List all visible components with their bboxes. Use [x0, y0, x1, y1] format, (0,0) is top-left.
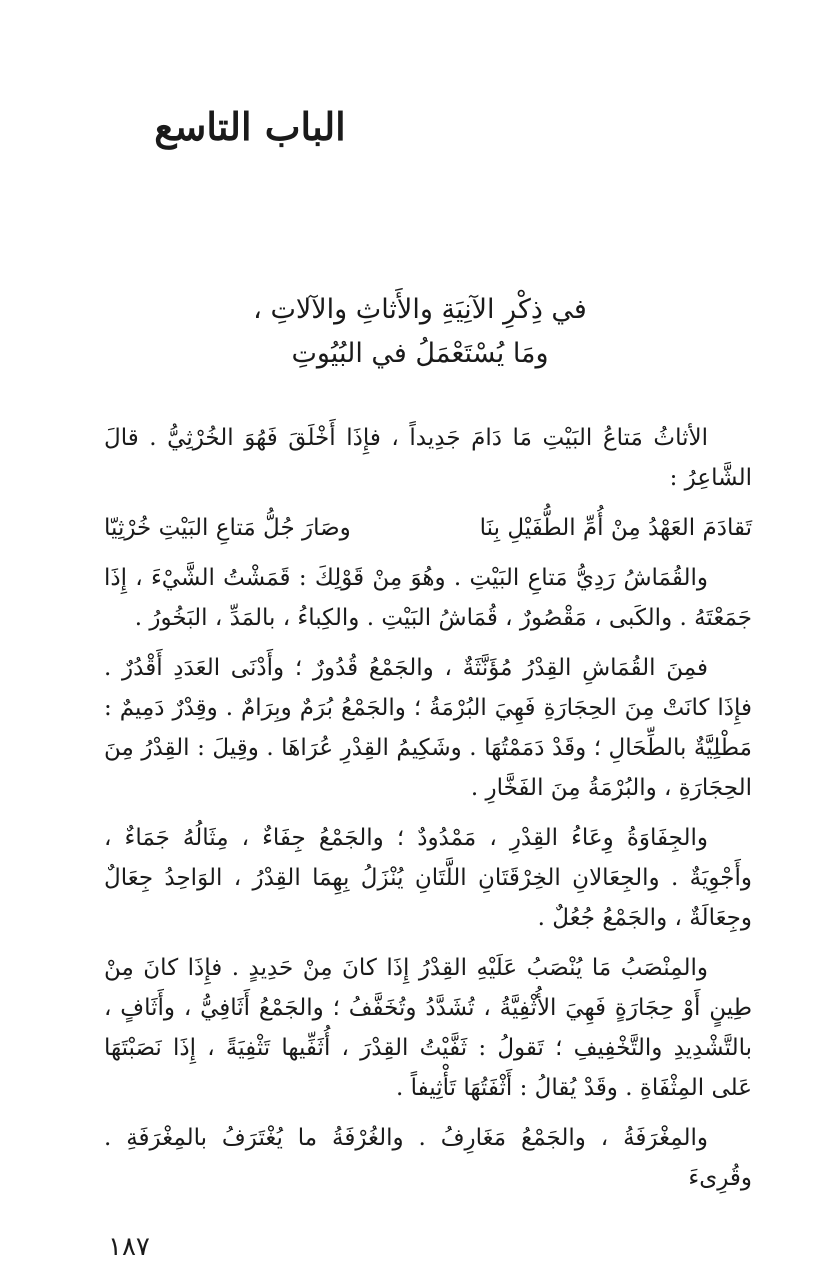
section-title-line-1: في ذِكْرِ الآنِيَةِ والأَثاثِ والآلاتِ ، — [253, 294, 587, 325]
page-number: ١٨٧ — [108, 1232, 150, 1262]
section-title — [120, 288, 720, 376]
paragraph-3: فمِنَ القُمَاشِ القِدْرُ مُؤَنَّثَةٌ ، والجَمْعُ قُدُورٌ ؛ وأَدْنَى العَدَدِ أَقْدُرٌ . فإِذَا كانَتْ مِنَ الحِجَارَةِ فَهِيَ البُرْمَةُ ؛ والجَمْعُ بُرَمٌ وبِرَامٌ . وقِدْرٌ دَمِيمٌ : مَطْلِيَّةٌ بالطِّحَالِ ؛ وقَدْ دَمَمْتُهَا . وشَكِيمُ القِدْرِ عُرَاهَا . وقِيلَ : القِدْرُ مِنَ الحِجَارَةِ ، والبُرْمَةُ مِنَ الفَخَّارِ . — [104, 655, 752, 801]
section-title-line-2: ومَا يُسْتَعْمَلُ في البُيُوتِ — [291, 338, 549, 369]
paragraph-6: والمِغْرَفَةُ ، والجَمْعُ مَغَارِفُ . والغُرْفَةُ ما يُغْتَرَفُ بالمِغْرَفَةِ . وقُرِىءَ — [104, 1125, 752, 1191]
paragraph-4: والجِفَاوَةُ وِعَاءُ القِدْرِ ، مَمْدُودٌ ؛ والجَمْعُ جِفَاءٌ ، مِثَالُهُ جَمَاءٌ ، وأَجْوِيَةٌ . والجِعَالانِ الخِرْقَتَانِ اللَّتَانِ يُنْزَلُ بِهِمَا القِدْرُ ، الوَاحِدُ جِعَالٌ وجِعَالَةٌ ، والجَمْعُ جُعُلٌ . — [104, 825, 752, 931]
paragraph-1: الأثاثُ مَتاعُ البَيْتِ مَا دَامَ جَدِيداً ، فإِذَا أَخْلَقَ فَهُوَ الخُرْثِيُّ . قالَ الشَّاعِرُ : — [104, 425, 752, 491]
verse-hemistich-1: تَقادَمَ العَهْدُ مِنْ أُمِّ الطُّفَيْلِ بِنَا — [479, 515, 752, 541]
chapter-title: الباب التاسع — [154, 104, 346, 149]
body-text — [104, 418, 752, 1208]
verse-hemistich-2: وصَارَ جُلُّ مَتاعِ البَيْتِ خُرْثِيّا — [104, 515, 351, 541]
poetry-verse — [104, 508, 752, 548]
paragraph-5: والمِنْصَبُ مَا يُنْصَبُ عَلَيْهِ القِدْرُ إِذَا كانَ مِنْ حَدِيدٍ . فإِذَا كانَ مِنْ طِينٍ أَوْ حِجَارَةٍ فَهِيَ الأُثْفِيَّةُ ، تُشَدَّدُ وتُخَفَّفُ ؛ والجَمْعُ أَثَافِيُّ ، وأَثَافٍ ، بالتَّشْدِيدِ والتَّخْفِيفِ ؛ تَقولُ : ثَفَّيْتُ القِدْرَ ، أُثَفِّيها تَثْفِيَةً ، إِذَا نَصَبْتَهَا عَلى المِثْفَاةِ . وقَدْ يُقالُ : أَثْفَتُهَا تَأْثِيفاً . — [104, 955, 752, 1101]
paragraph-2: والقُمَاشُ رَدِيُّ مَتاعِ البَيْتِ . وهُوَ مِنْ قَوْلِكَ : قَمَشْتُ الشَّيْءَ ، إِذَا جَمَعْتَهُ . والكَبى ، مَقْصُورٌ ، قُمَاشُ البَيْتِ . والكِباءُ ، بالمَدِّ ، البَخُورُ . — [104, 565, 752, 631]
